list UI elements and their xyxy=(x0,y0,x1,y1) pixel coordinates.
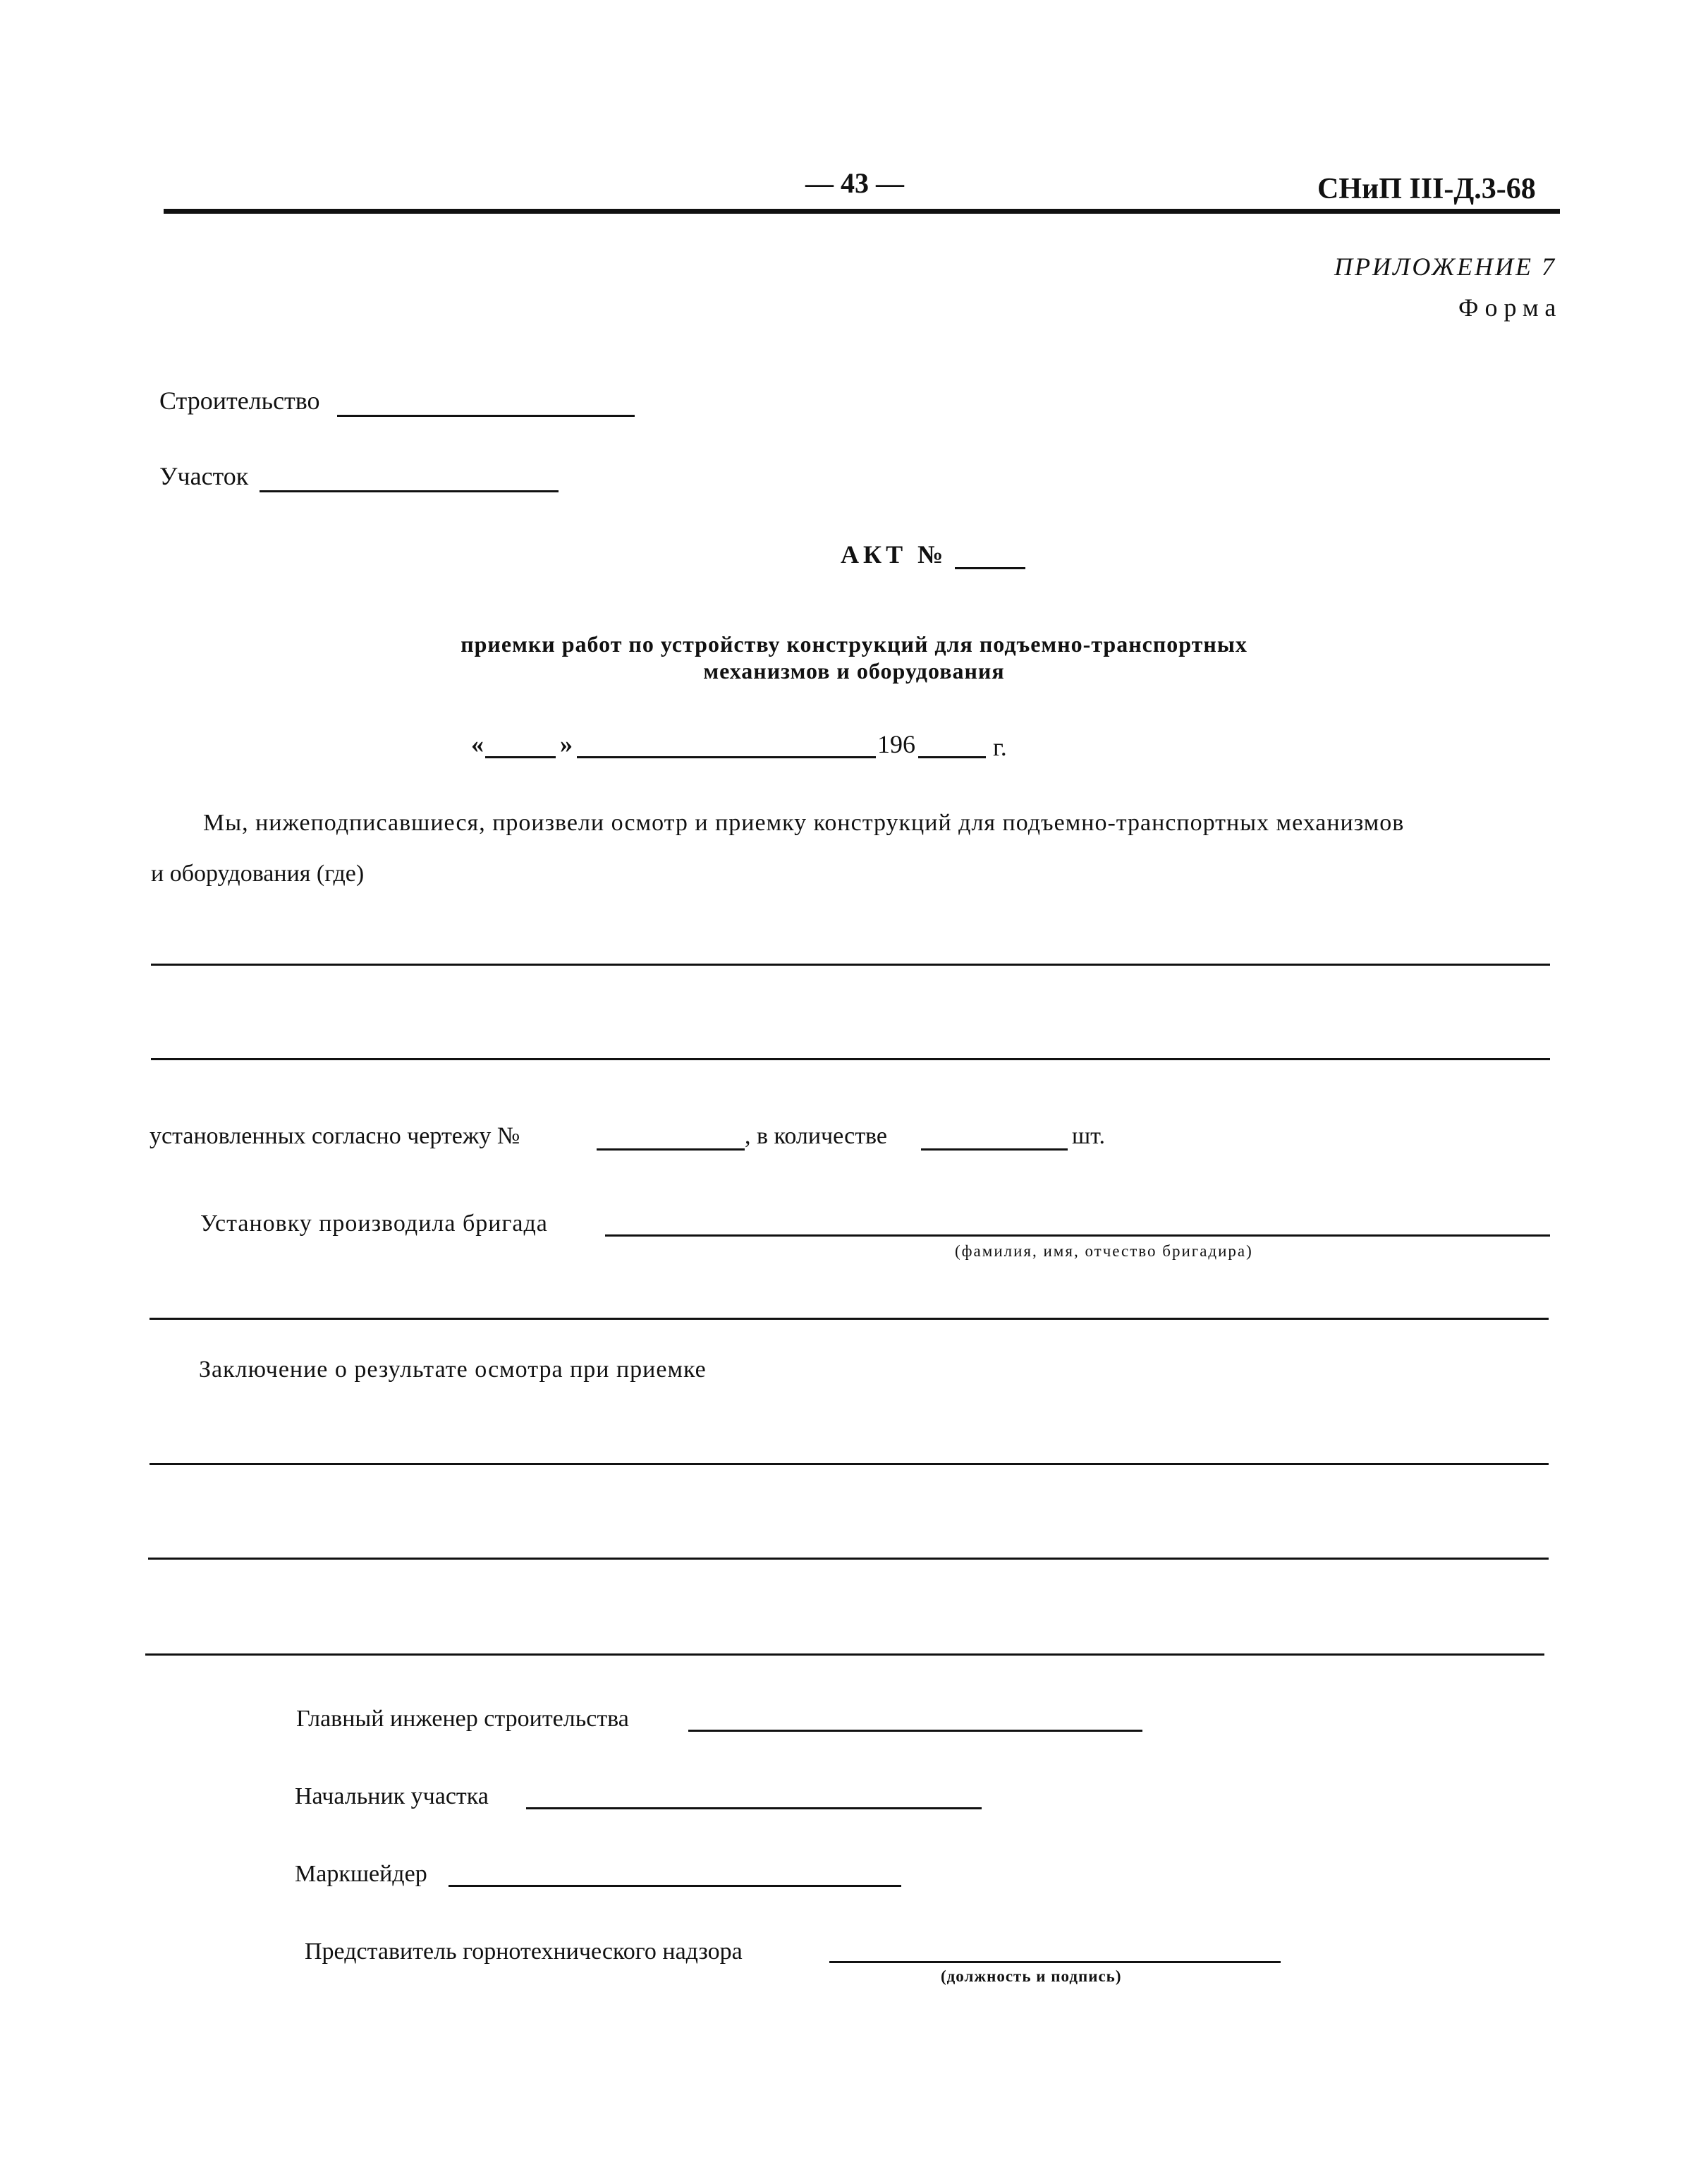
location-field-2[interactable] xyxy=(151,1058,1550,1060)
drawing-number-field[interactable] xyxy=(597,1148,745,1151)
act-number-field[interactable] xyxy=(955,567,1025,569)
intro-line-1: Мы, нижеподписавшиеся, произвели осмотр и приемку конструкций для подъемно-транспортных механизмов xyxy=(203,810,1405,836)
brigade-field[interactable] xyxy=(605,1234,1550,1237)
date-month-field[interactable] xyxy=(577,756,876,758)
subtitle-line-2: механизмов и оборудования xyxy=(703,658,1005,684)
date-year-field[interactable] xyxy=(918,756,986,758)
act-label: АКТ № xyxy=(841,540,948,569)
chief-engineer-label: Главный инженер строительства xyxy=(296,1706,629,1732)
year-suffix: г. xyxy=(993,733,1007,761)
brigade-label: Установку производила бригада xyxy=(200,1210,548,1237)
conclusion-label: Заключение о результате осмотра при приемке xyxy=(199,1356,707,1383)
location-field-1[interactable] xyxy=(151,964,1550,966)
subtitle-line-1: приемки работ по устройству конструкций для подъемно-транспортных xyxy=(460,631,1248,657)
mining-supervision-label: Представитель горнотехнического надзора xyxy=(305,1938,743,1965)
conclusion-field-3[interactable] xyxy=(145,1653,1544,1656)
construction-label: Строительство xyxy=(159,387,320,415)
form-label: Форма xyxy=(1458,293,1563,322)
quantity-label: , в количестве xyxy=(745,1123,887,1149)
section-head-label: Начальник участка xyxy=(295,1783,489,1809)
drawing-label: установленных согласно чертежу № xyxy=(150,1123,520,1149)
date-day-field[interactable] xyxy=(485,756,556,758)
year-prefix: 196 xyxy=(877,730,915,758)
page-number: — 43 — xyxy=(805,167,904,199)
date-close-quote: » xyxy=(560,730,573,758)
mining-supervision-signature-field[interactable] xyxy=(829,1961,1281,1963)
intro-line-2: и оборудования (где) xyxy=(151,861,365,887)
appendix-label: ПРИЛОЖЕНИЕ 7 xyxy=(1334,253,1556,281)
construction-field[interactable] xyxy=(337,415,635,417)
surveyor-signature-field[interactable] xyxy=(449,1885,901,1887)
section-field[interactable] xyxy=(260,490,559,492)
unit-label: шт. xyxy=(1072,1123,1105,1149)
brigade-caption: (фамилия, имя, отчество бригадира) xyxy=(955,1242,1253,1260)
chief-engineer-signature-field[interactable] xyxy=(688,1730,1142,1732)
header-rule xyxy=(164,209,1560,214)
conclusion-field-1[interactable] xyxy=(150,1463,1549,1465)
conclusion-field-2[interactable] xyxy=(148,1558,1549,1560)
standard-code: СНиП III-Д.3-68 xyxy=(1317,173,1536,205)
section-head-signature-field[interactable] xyxy=(526,1807,982,1809)
signature-caption: (должность и подпись) xyxy=(941,1967,1122,1985)
quantity-field[interactable] xyxy=(921,1148,1068,1151)
date-open-quote: « xyxy=(471,730,484,758)
surveyor-label: Маркшейдер xyxy=(295,1861,427,1887)
brigade-field-2[interactable] xyxy=(150,1318,1549,1320)
section-label: Участок xyxy=(159,462,249,490)
